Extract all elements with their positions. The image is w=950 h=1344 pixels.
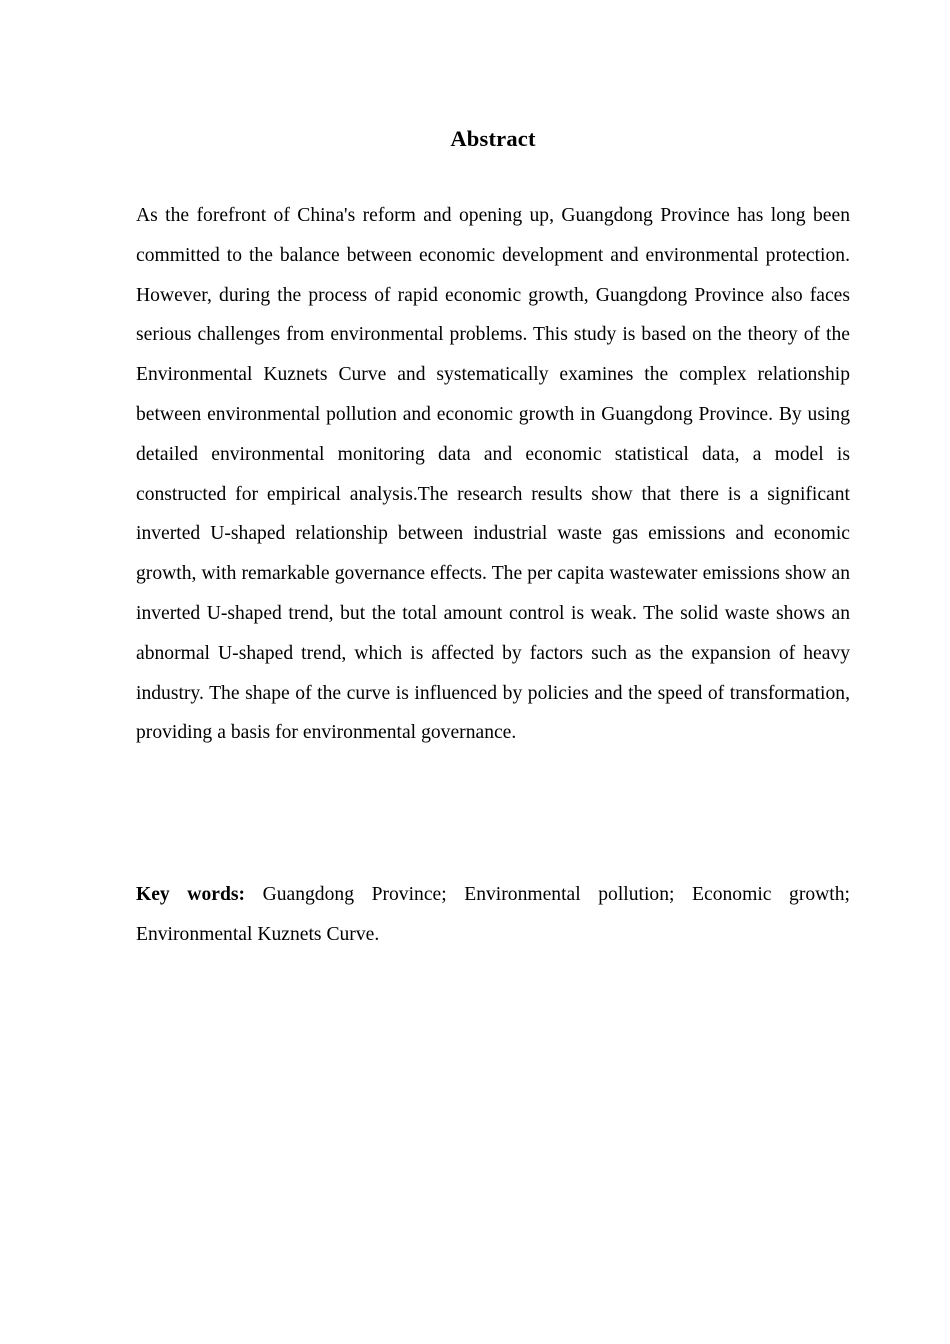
page-title: Abstract bbox=[450, 126, 536, 151]
keywords-values: Guangdong Province; Environmental pollution; Economic growth; Environmental Kuznets Curve. bbox=[136, 884, 850, 945]
abstract-paragraph: As the forefront of China's reform and opening up, Guangdong Province has long been committed to the balance between economic development and environmental protection. However, during the process of rapid economic growth, Guangdong Province also faces serious challenges from environmental problems. This study is based on the theory of the Environmental Kuznets Curve and systematically examines the complex relationship between environmental pollution and economic growth in Guangdong Province. By using detailed environmental monitoring data and economic statistical data, a model is constructed for empirical analysis.The research results show that there is a significant inverted U-shaped relationship between industrial waste gas emissions and economic growth, with remarkable governance effects. The per capita wastewater emissions show an inverted U-shaped trend, but the total amount control is weak. The solid waste shows an abnormal U-shaped trend, which is affected by factors such as the expansion of heavy industry. The shape of the curve is influenced by policies and the speed of transformation, providing a basis for environmental governance. bbox=[136, 205, 850, 744]
keywords-line bbox=[136, 875, 850, 955]
keywords-label: Key words: bbox=[136, 884, 245, 905]
